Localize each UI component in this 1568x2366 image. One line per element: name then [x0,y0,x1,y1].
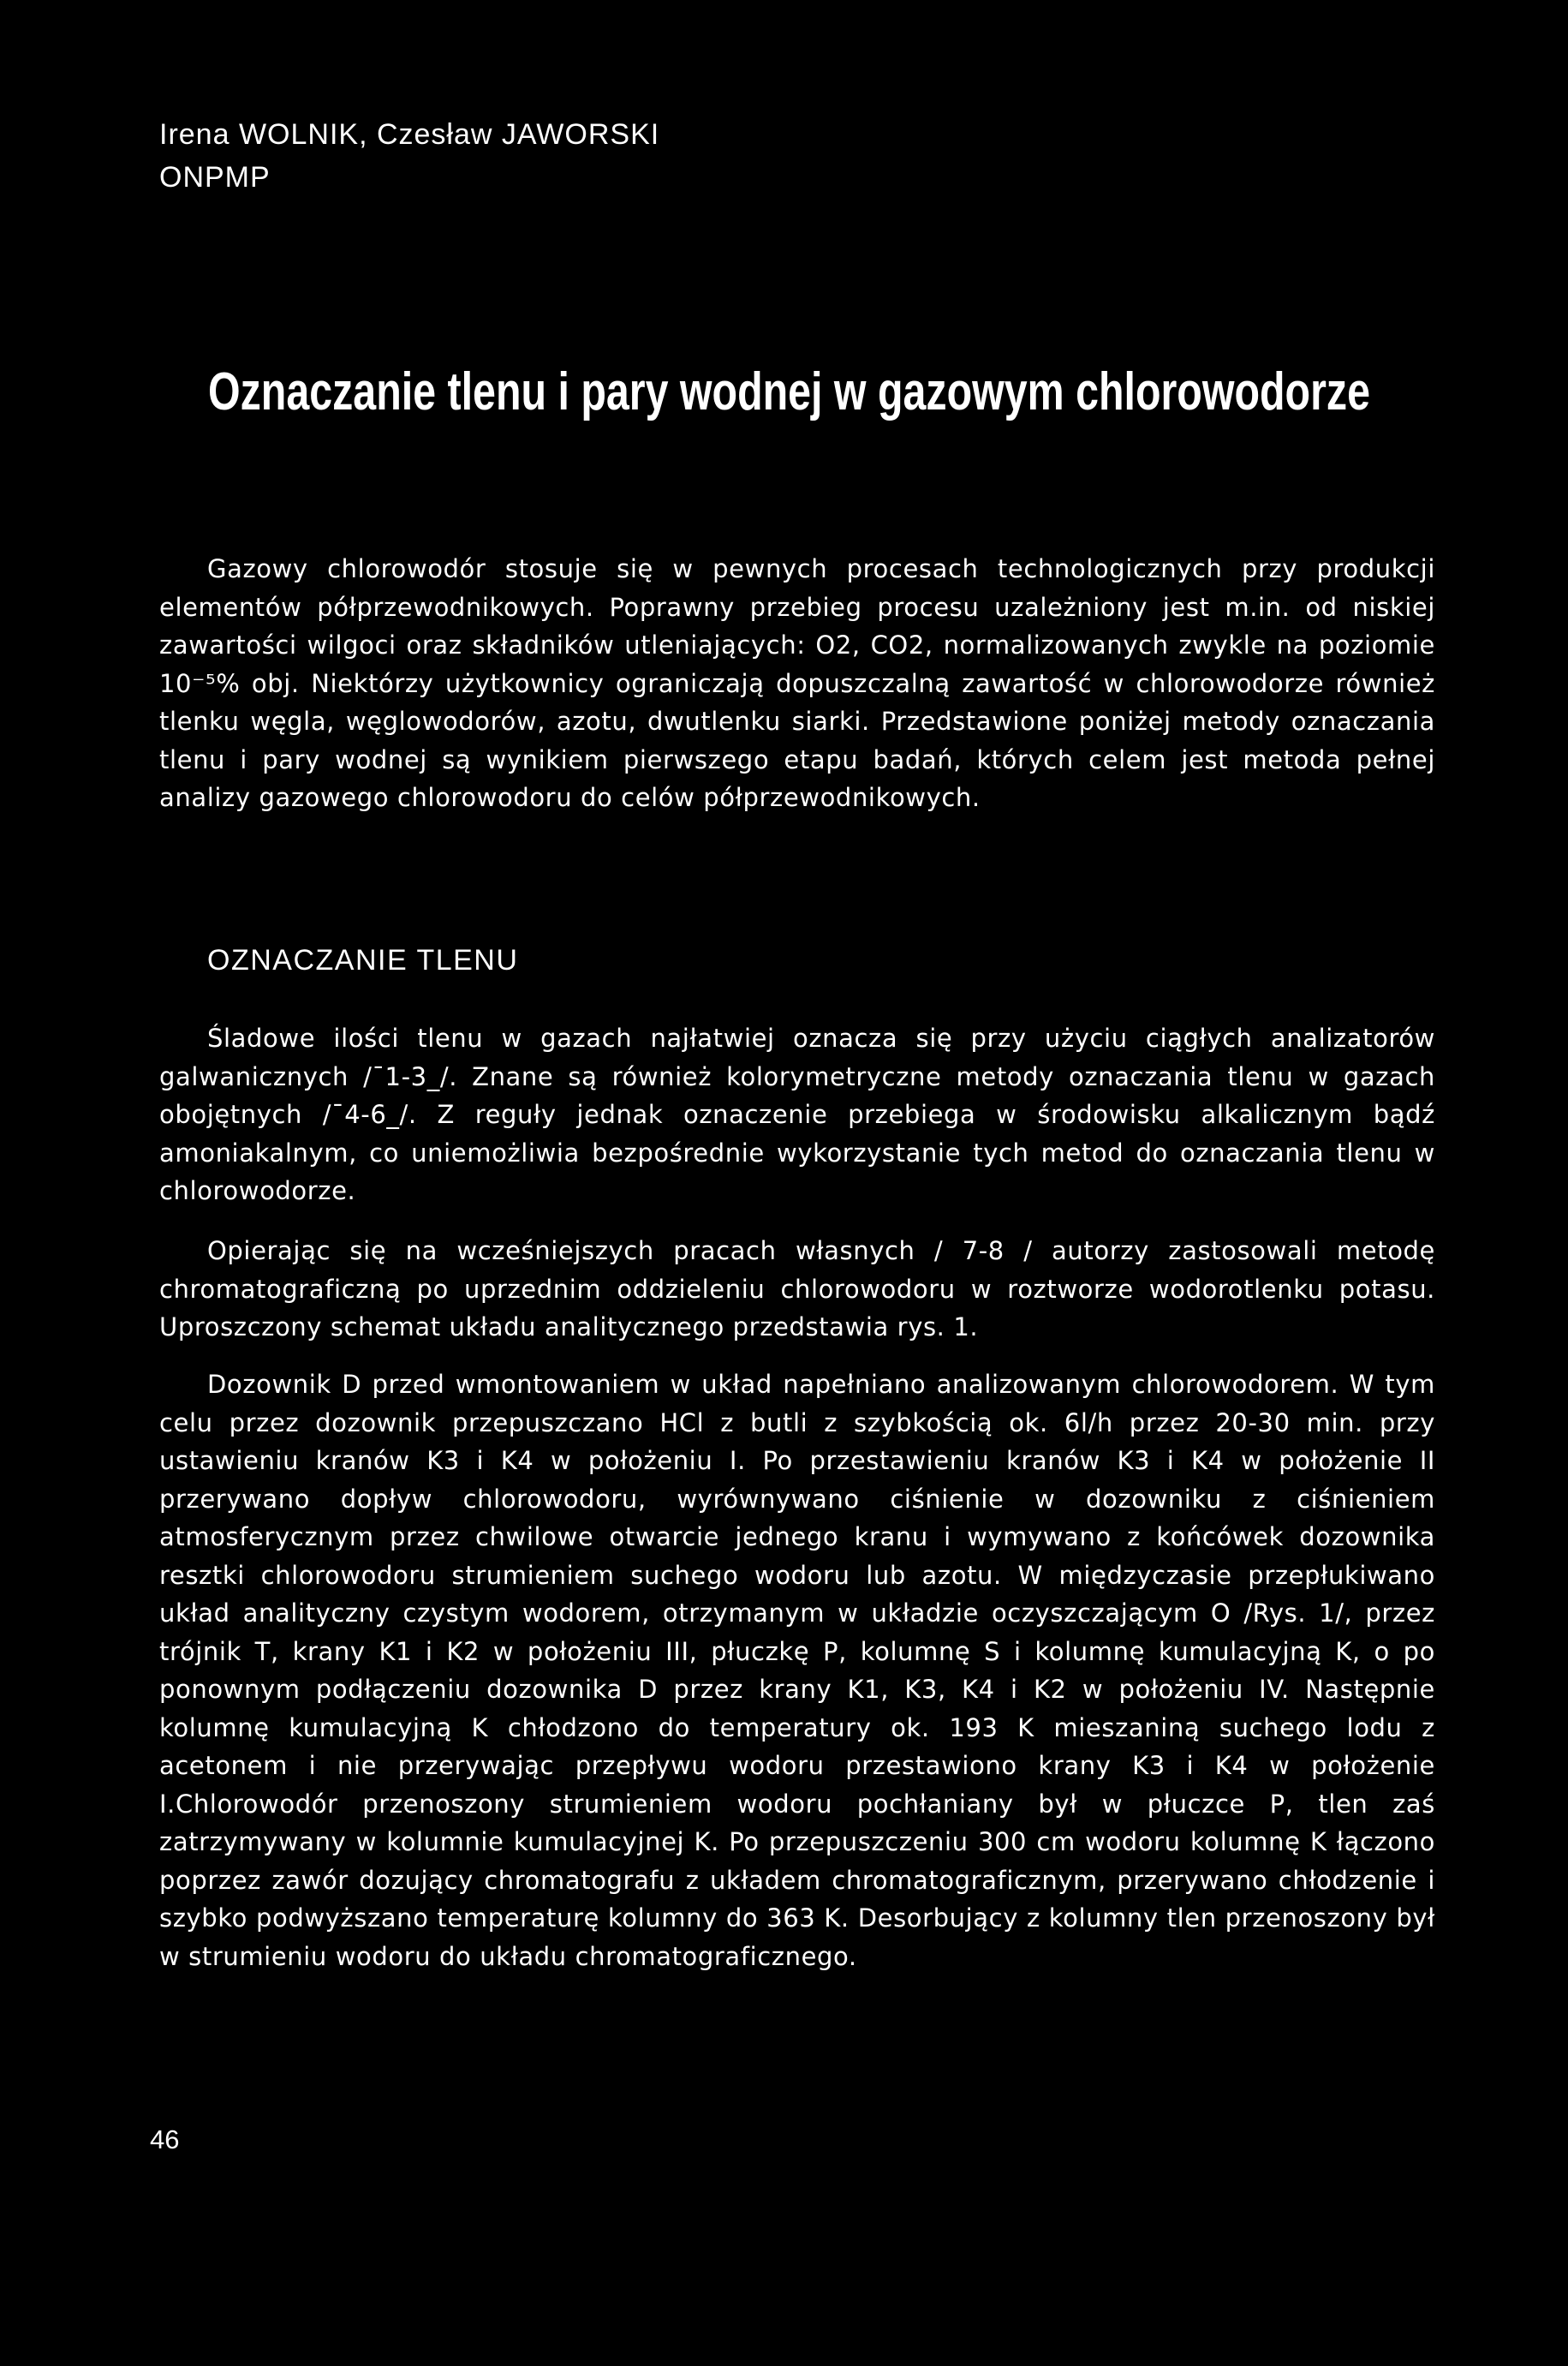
section-heading-oxygen: OZNACZANIE TLENU [207,944,519,977]
affiliation-line: ONPMP [159,161,271,194]
author-block [159,113,659,199]
oxygen-paragraph-3: Dozownik D przed wmontowaniem w układ napełniano analizowanym chlorowodorem. W tym celu przez dozownik przepuszczano HCl z butli z szybkością ok. 6l/h przez 20-30 min. przy ustawieniu kranów K3 i K4 w położeniu I. Po przestawieniu kranów K3 i K4 w położenie II przerywano dopływ chlorowodoru, wyrównywano ciśnienie w dozowniku z ciśnieniem atmosferycznym przez chwilowe otwarcie jednego kranu i wymywano z końcówek dozownika resztki chlorowodoru strumieniem suchego wodoru lub azotu. W międzyczasie przepłukiwano układ analityczny czystym wodorem, otrzymanym w układzie oczyszczającym O /Rys. 1/, przez trójnik T, krany K1 i K2 w położeniu III, płuczkę P, kolumnę S i kolumnę kumulacyjną K, o po ponownym podłączeniu dozownika D przez krany K1, K3, K4 i K2 w położeniu IV. Następnie kolumnę kumulacyjną K chłodzono do temperatury ok. 193 K mieszaniną suchego lodu z acetonem i nie przerywając przepływu wodoru przestawiono krany K3 i K4 w położenie I.Chlorowodór przenoszony strumieniem wodoru pochłaniany był w płuczce P, tlen zaś zatrzymywany w kolumnie kumulacyjnej K. Po przepuszczeniu 300 cm wodoru kolumnę K łączono poprzez zawór dozujący chromatografu z układem chromatograficznym, przerywano chłodzenie i szybko podwyższano temperaturę kolumny do 363 K. Desorbujący z kolumny tlen przenoszony był w strumieniu wodoru do układu chromatograficznego. [159,1370,1435,1971]
authors-line: Irena WOLNIK, Czesław JAWORSKI [159,118,660,151]
oxygen-paragraph-1: Śladowe ilości tlenu w gazach najłatwiej oznacza się przy użyciu ciągłych analizatorów galwanicznych /¯1-3_/. Znane są również kolorymetryczne metody oznaczania tlenu w gazach obojętnych /¯4-6_/. Z reguły jednak oznaczenie przebiega w środowisku alkalicznym bądź amoniakalnym, co uniemożliwia bezpośrednie wykorzystanie tych metod do oznaczania tlenu w chlorowodorze. [159,1024,1435,1205]
article-title: Oznaczanie tlenu i pary wodnej w gazowym chlorowodorze [208,362,1370,421]
page-number: 46 [150,2124,180,2154]
oxygen-paragraph-2: Opierając się na wcześniejszych pracach własnych / 7-8 / autorzy zastosowali metodę chromatograficzną po uprzednim oddzieleniu chlorowodoru w roztworze wodorotlenku potasu. Uproszczony schemat układu analitycznego przedstawia rys. 1. [159,1236,1435,1341]
intro-paragraph: Gazowy chlorowodór stosuje się w pewnych procesach technologicznych przy produkcji elementów półprzewodnikowych. Poprawny przebieg procesu uzależniony jest m.in. od niskiej zawartości wilgoci oraz składników utleniających: O2, CO2, normalizowanych zwykle na poziomie 10⁻⁵% obj. Niektórzy użytkownicy ograniczają dopuszczalną zawartość w chlorowodorze również tlenku węgla, węglowodorów, azotu, dwutlenku siarki. Przedstawione poniżej metody oznaczania tlenu i pary wodnej są wynikiem pierwszego etapu badań, których celem jest metoda pełnej analizy gazowego chlorowodoru do celów półprzewodnikowych. [159,554,1435,812]
